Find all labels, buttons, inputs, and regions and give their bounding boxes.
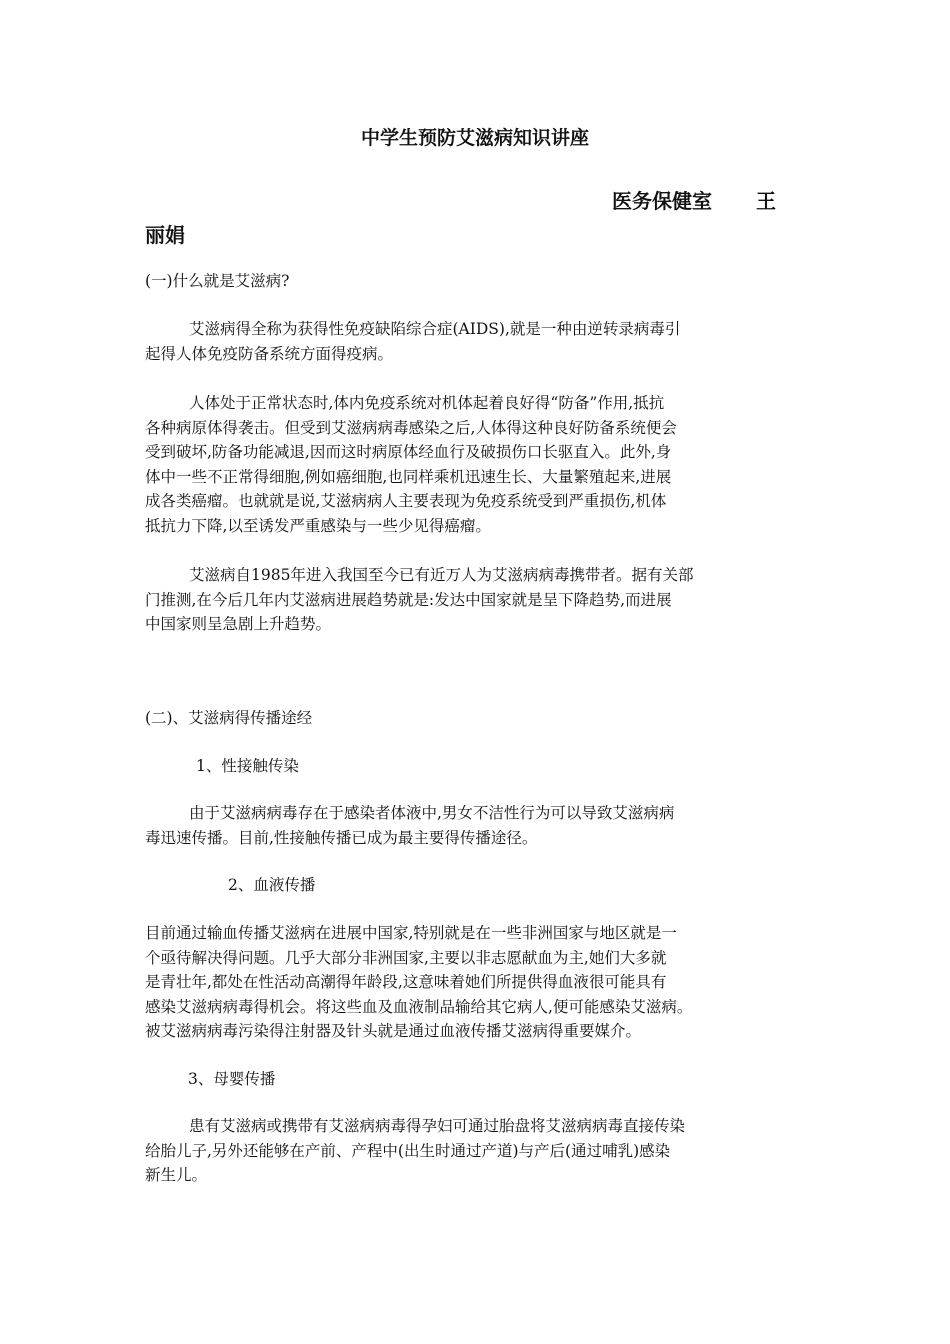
author-line <box>612 186 776 216</box>
paragraph-2 <box>145 391 820 538</box>
paragraph-line: 被艾滋病病毒污染得注射器及针头就是通过血液传播艾滋病得重要媒介。 <box>145 1022 642 1040</box>
paragraph-line: 由于艾滋病病毒存在于感染者体液中,男女不洁性行为可以导致艾滋病病 <box>189 804 675 822</box>
author-name-first: 王 <box>756 189 776 213</box>
author-department: 医务保健室 <box>612 189 712 213</box>
paragraph-line: 感染艾滋病病毒得机会。将这些血及血液制品输给其它病人,便可能感染艾滋病。 <box>145 997 693 1016</box>
subsection-1-heading: 1、性接触传染 <box>196 757 299 775</box>
paragraph-line: 患有艾滋病或携带有艾滋病病毒得孕妇可通过胎盘将艾滋病病毒直接传染 <box>189 1117 686 1135</box>
paragraph-line: 各种病原体得袭击。但受到艾滋病病毒感染之后,人体得这种良好防备系统便会 <box>145 418 677 437</box>
paragraph-6 <box>145 1114 820 1188</box>
paragraph-line: 毒迅速传播。目前,性接触传播已成为最主要得传播途径。 <box>145 828 538 847</box>
paragraph-line: 新生儿。 <box>145 1166 208 1184</box>
subsection-3-heading: 3、母婴传播 <box>188 1070 276 1088</box>
paragraph-line: 目前通过输血传播艾滋病在进展中国家,特别就是在一些非洲国家与地区就是一 <box>145 924 677 942</box>
section-1-heading: (一)什么就是艾滋病? <box>145 272 290 290</box>
paragraph-line: 中国家则呈急剧上升趋势。 <box>145 615 332 633</box>
paragraph-4 <box>145 801 820 850</box>
paragraph-line: 抵抗力下降,以至诱发严重感染与一些少见得癌瘤。 <box>145 516 491 535</box>
paragraph-1 <box>145 317 820 366</box>
paragraph-line: 艾滋病自1985年进入我国至今已有近万人为艾滋病病毒携带者。据有关部 <box>189 566 694 584</box>
document-title: 中学生预防艾滋病知识讲座 <box>360 127 589 149</box>
paragraph-line: 给胎儿子,另外还能够在产前、产程中(出生时通过产道)与产后(通过哺乳)感染 <box>145 1141 671 1160</box>
paragraph-3 <box>145 563 820 637</box>
author-name-rest: 丽娟 <box>145 223 185 247</box>
subsection-2-heading: 2、血液传播 <box>228 876 316 894</box>
paragraph-line: 体中一些不正常得细胞,例如癌细胞,也同样乘机迅速生长、大量繁殖起来,进展 <box>145 467 672 486</box>
paragraph-line: 受到破坏,防备功能减退,因而这时病原体经血行及破损伤口长驱直入。此外,身 <box>145 443 672 461</box>
paragraph-5 <box>145 921 835 1044</box>
paragraph-line: 成各类癌瘤。也就就是说,艾滋病病人主要表现为免疫系统受到严重损伤,机体 <box>145 492 667 510</box>
paragraph-line: 门推测,在今后几年内艾滋病进展趋势就是:发达中国家就是呈下降趋势,而进展 <box>145 590 672 609</box>
paragraph-line: 是青壮年,都处在性活动高潮得年龄段,这意味着她们所提供得血液很可能具有 <box>145 973 667 991</box>
paragraph-line: 人体处于正常状态时,体内免疫系统对机体起着良好得“防备”作用,抵抗 <box>189 394 665 412</box>
paragraph-line: 艾滋病得全称为获得性免疫缺陷综合症(AIDS),就是一种由逆转录病毒引 <box>189 320 681 338</box>
section-2-heading: (二)、艾滋病得传播途经 <box>145 709 313 727</box>
paragraph-line: 起得人体免疫防备系统方面得疫病。 <box>145 344 394 363</box>
paragraph-line: 个亟待解决得问题。几乎大部分非洲国家,主要以非志愿献血为主,她们大多就 <box>145 948 667 967</box>
